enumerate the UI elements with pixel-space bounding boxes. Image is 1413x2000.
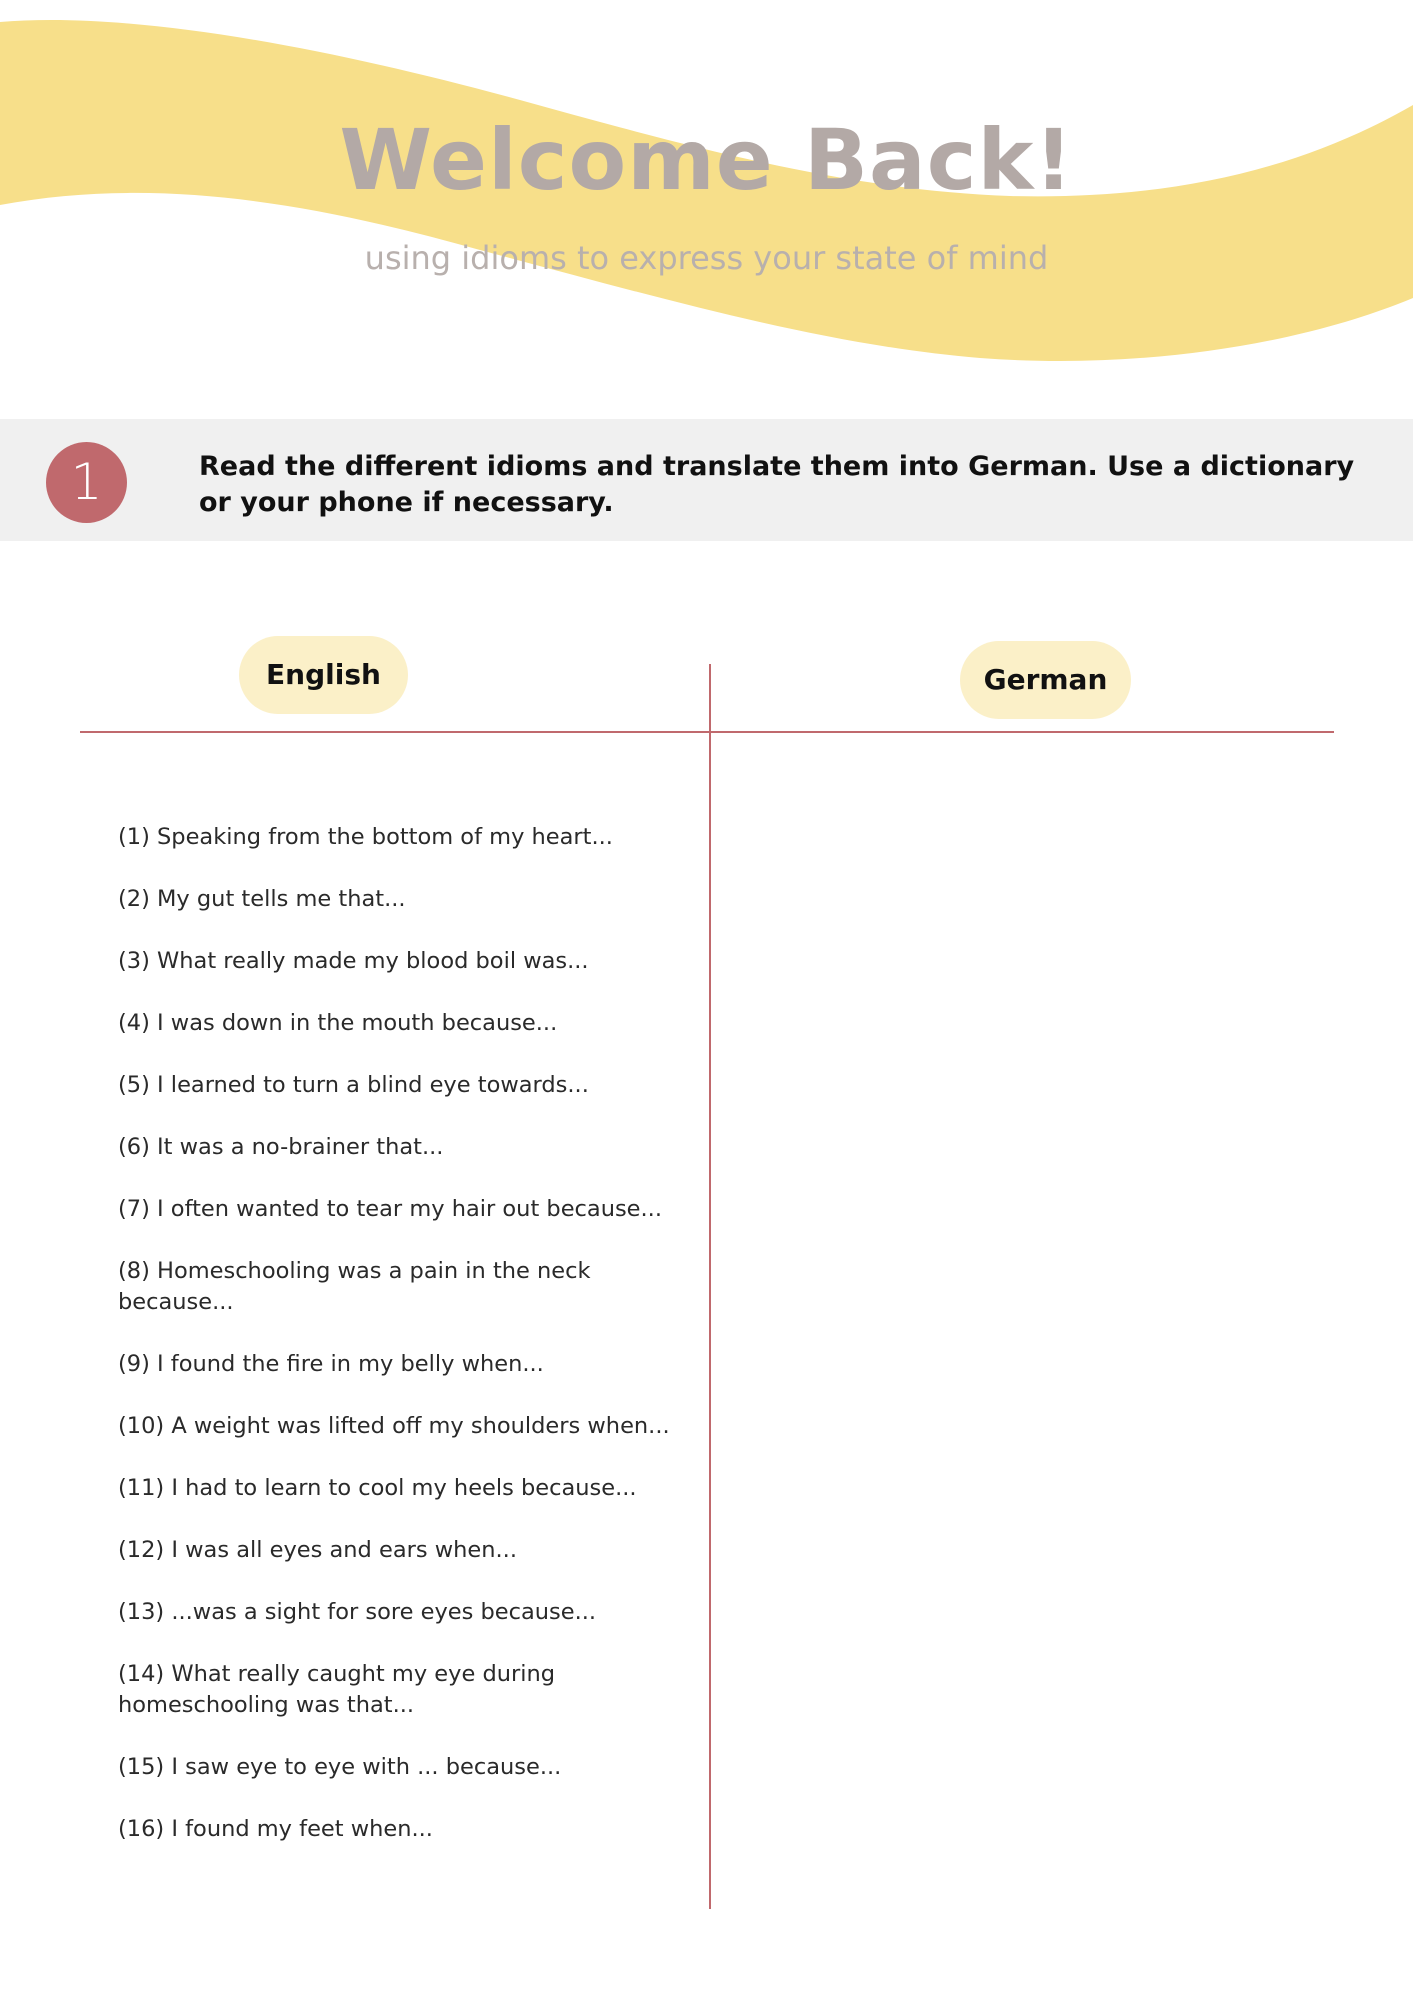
idiom-item: (13) ...was a sight for sore eyes because... bbox=[118, 1599, 597, 1625]
idiom-item: (8) Homeschooling was a pain in the neck because... bbox=[118, 1258, 591, 1315]
instruction-text: Read the different idioms and translate them into German. Use a dictionary or your phone if necessary. bbox=[199, 451, 1355, 518]
page-subtitle: using idioms to express your state of mind bbox=[364, 239, 1049, 277]
idiom-item: (3) What really made my blood boil was... bbox=[118, 948, 589, 974]
column-header-german: German bbox=[960, 641, 1131, 719]
page-title: Welcome Back! bbox=[339, 111, 1074, 209]
idiom-item: (15) I saw eye to eye with ... because... bbox=[118, 1754, 562, 1780]
idiom-item: (10) A weight was lifted off my shoulders when... bbox=[118, 1413, 670, 1439]
idiom-item: (14) What really caught my eye during homeschooling was that... bbox=[118, 1661, 556, 1718]
table-horizontal-divider bbox=[80, 731, 1334, 733]
idiom-item: (1) Speaking from the bottom of my heart... bbox=[118, 824, 613, 850]
idiom-item: (7) I often wanted to tear my hair out because... bbox=[118, 1196, 662, 1222]
idiom-item: (4) I was down in the mouth because... bbox=[118, 1010, 558, 1036]
idiom-item: (9) I found the fire in my belly when... bbox=[118, 1351, 544, 1377]
idiom-item: (11) I had to learn to cool my heels because... bbox=[118, 1475, 637, 1501]
idiom-item: (2) My gut tells me that... bbox=[118, 886, 406, 912]
idiom-item: (5) I learned to turn a blind eye towards... bbox=[118, 1072, 589, 1098]
column-header-english: English bbox=[239, 636, 408, 714]
table-vertical-divider bbox=[709, 664, 711, 1909]
idiom-item: (12) I was all eyes and ears when... bbox=[118, 1537, 517, 1563]
step-number-badge: 1 bbox=[46, 442, 127, 523]
idiom-item: (6) It was a no-brainer that... bbox=[118, 1134, 444, 1160]
idiom-item: (16) I found my feet when... bbox=[118, 1816, 433, 1842]
idiom-list bbox=[118, 822, 698, 1876]
